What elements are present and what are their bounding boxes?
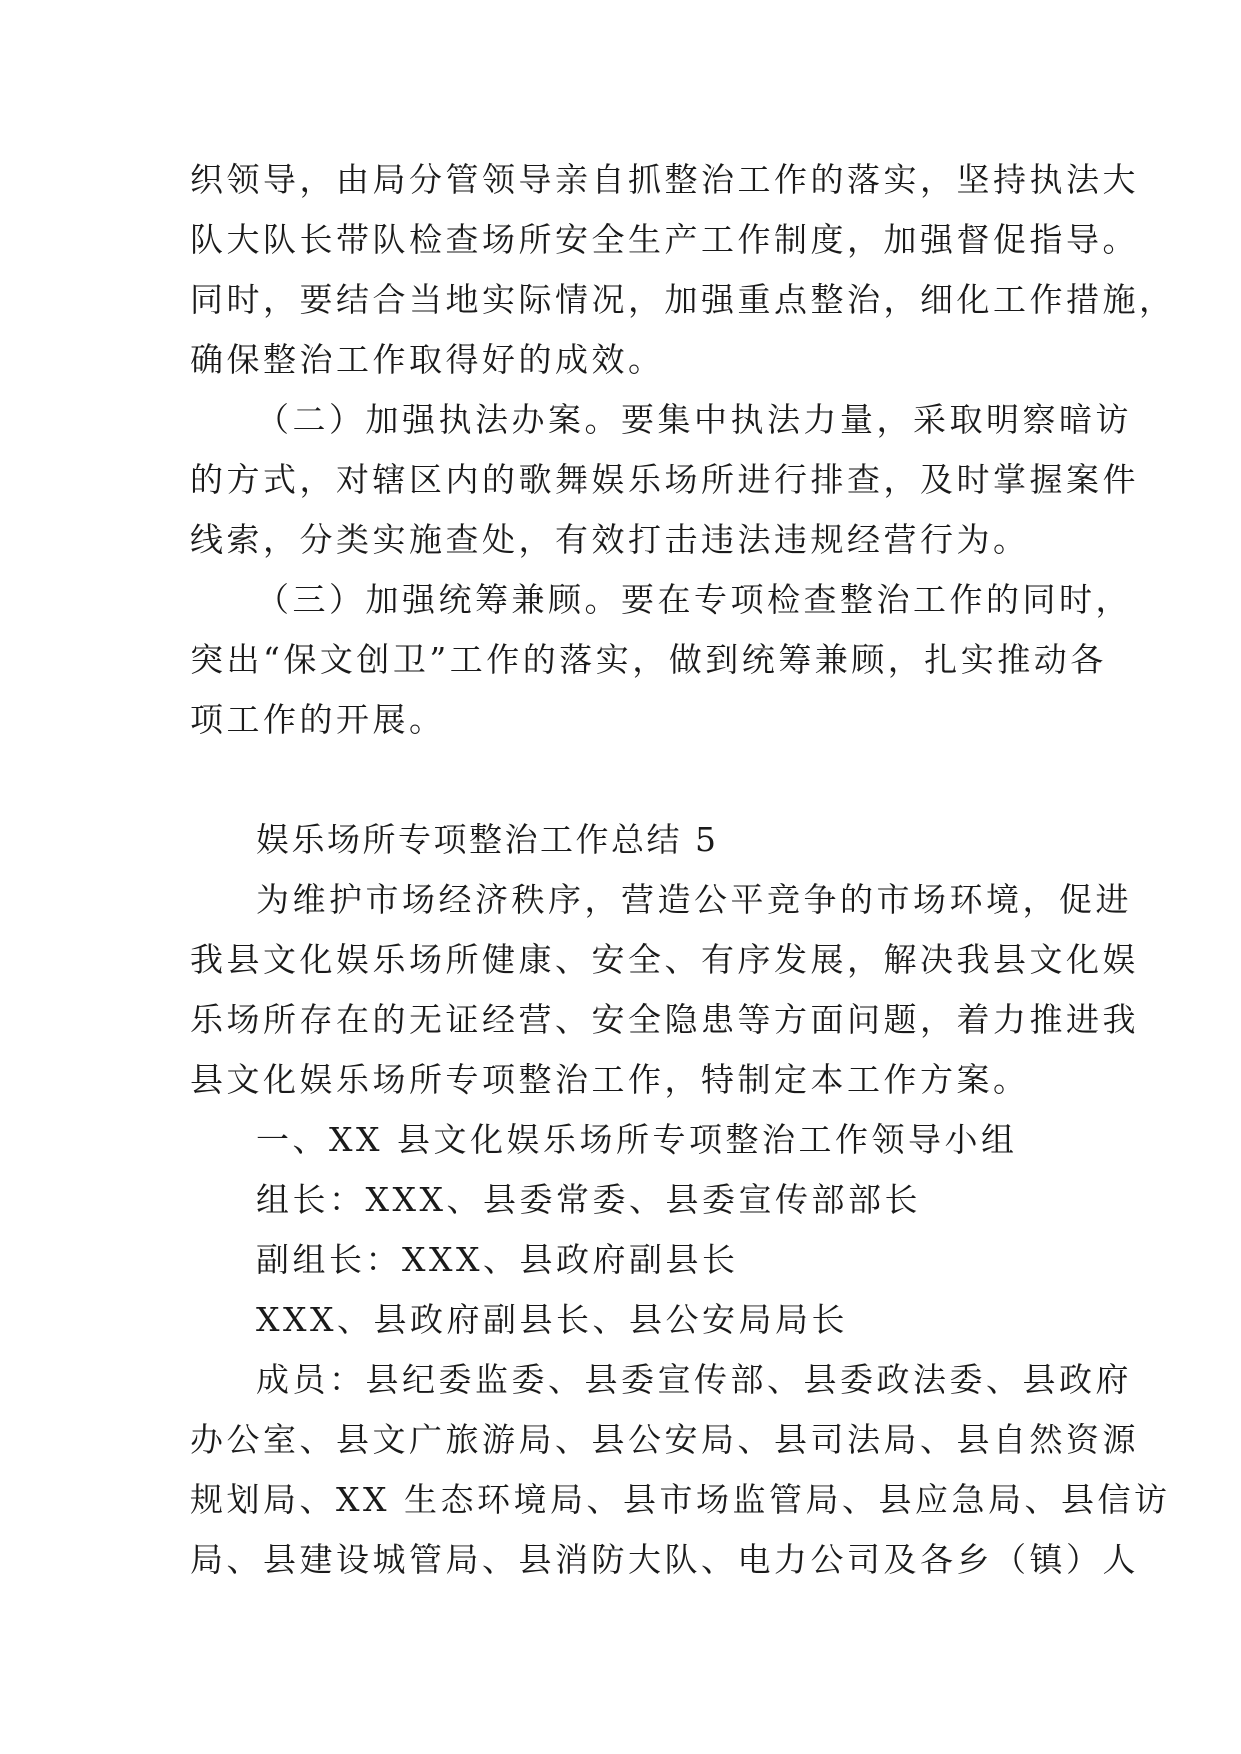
paragraph-line: 为维护市场经济秩序，营造公平竞争的市场环境，促进 <box>256 880 1132 919</box>
paragraph-line: 线索，分类实施查处，有效打击违法违规经营行为。 <box>190 520 1030 559</box>
paragraph-line: 项工作的开展。 <box>190 700 446 739</box>
paragraph-line: 局、县建设城管局、县消防大队、电力公司及各乡（镇）人 <box>190 1540 1139 1579</box>
paragraph-line: 织领导，由局分管领导亲自抓整治工作的落实，坚持执法大 <box>190 160 1139 199</box>
document-body <box>190 150 1176 1590</box>
paragraph-line: 队大队长带队检查场所安全生产工作制度，加强督促指导。 <box>190 220 1139 259</box>
paragraph-line: 副组长：XXX、县政府副县长 <box>256 1240 739 1279</box>
paragraph-line: 县文化娱乐场所专项整治工作，特制定本工作方案。 <box>190 1060 1030 1099</box>
paragraph-line: 确保整治工作取得好的成效。 <box>190 340 665 379</box>
paragraph-line: 突出“保文创卫”工作的落实，做到统筹兼顾，扎实推动各 <box>190 640 1107 679</box>
paragraph-line: 成员：县纪委监委、县委宣传部、县委政法委、县政府 <box>256 1360 1132 1399</box>
paragraph-line: （二）加强执法办案。要集中执法力量，采取明察暗访 <box>256 400 1132 439</box>
section-title: 娱乐场所专项整治工作总结 5 <box>256 820 719 859</box>
paragraph-line: 办公室、县文广旅游局、县公安局、县司法局、县自然资源 <box>190 1420 1139 1459</box>
section-gap <box>190 750 1070 810</box>
paragraph-line: 乐场所存在的无证经营、安全隐患等方面问题，着力推进我 <box>190 1000 1139 1039</box>
paragraph-line: 我县文化娱乐场所健康、安全、有序发展，解决我县文化娱 <box>190 940 1139 979</box>
paragraph-line: 同时，要结合当地实际情况，加强重点整治，细化工作措施， <box>190 280 1176 319</box>
paragraph-line: （三）加强统筹兼顾。要在专项检查整治工作的同时， <box>256 580 1132 619</box>
paragraph-line: 的方式，对辖区内的歌舞娱乐场所进行排查，及时掌握案件 <box>190 460 1139 499</box>
paragraph-line: XXX、县政府副县长、县公安局局长 <box>256 1300 848 1339</box>
paragraph-line: 一、XX 县文化娱乐场所专项整治工作领导小组 <box>256 1120 1018 1159</box>
paragraph-line: 组长：XXX、县委常委、县委宣传部部长 <box>256 1180 921 1219</box>
paragraph-line: 规划局、XX 生态环境局、县市场监管局、县应急局、县信访 <box>190 1480 1171 1519</box>
